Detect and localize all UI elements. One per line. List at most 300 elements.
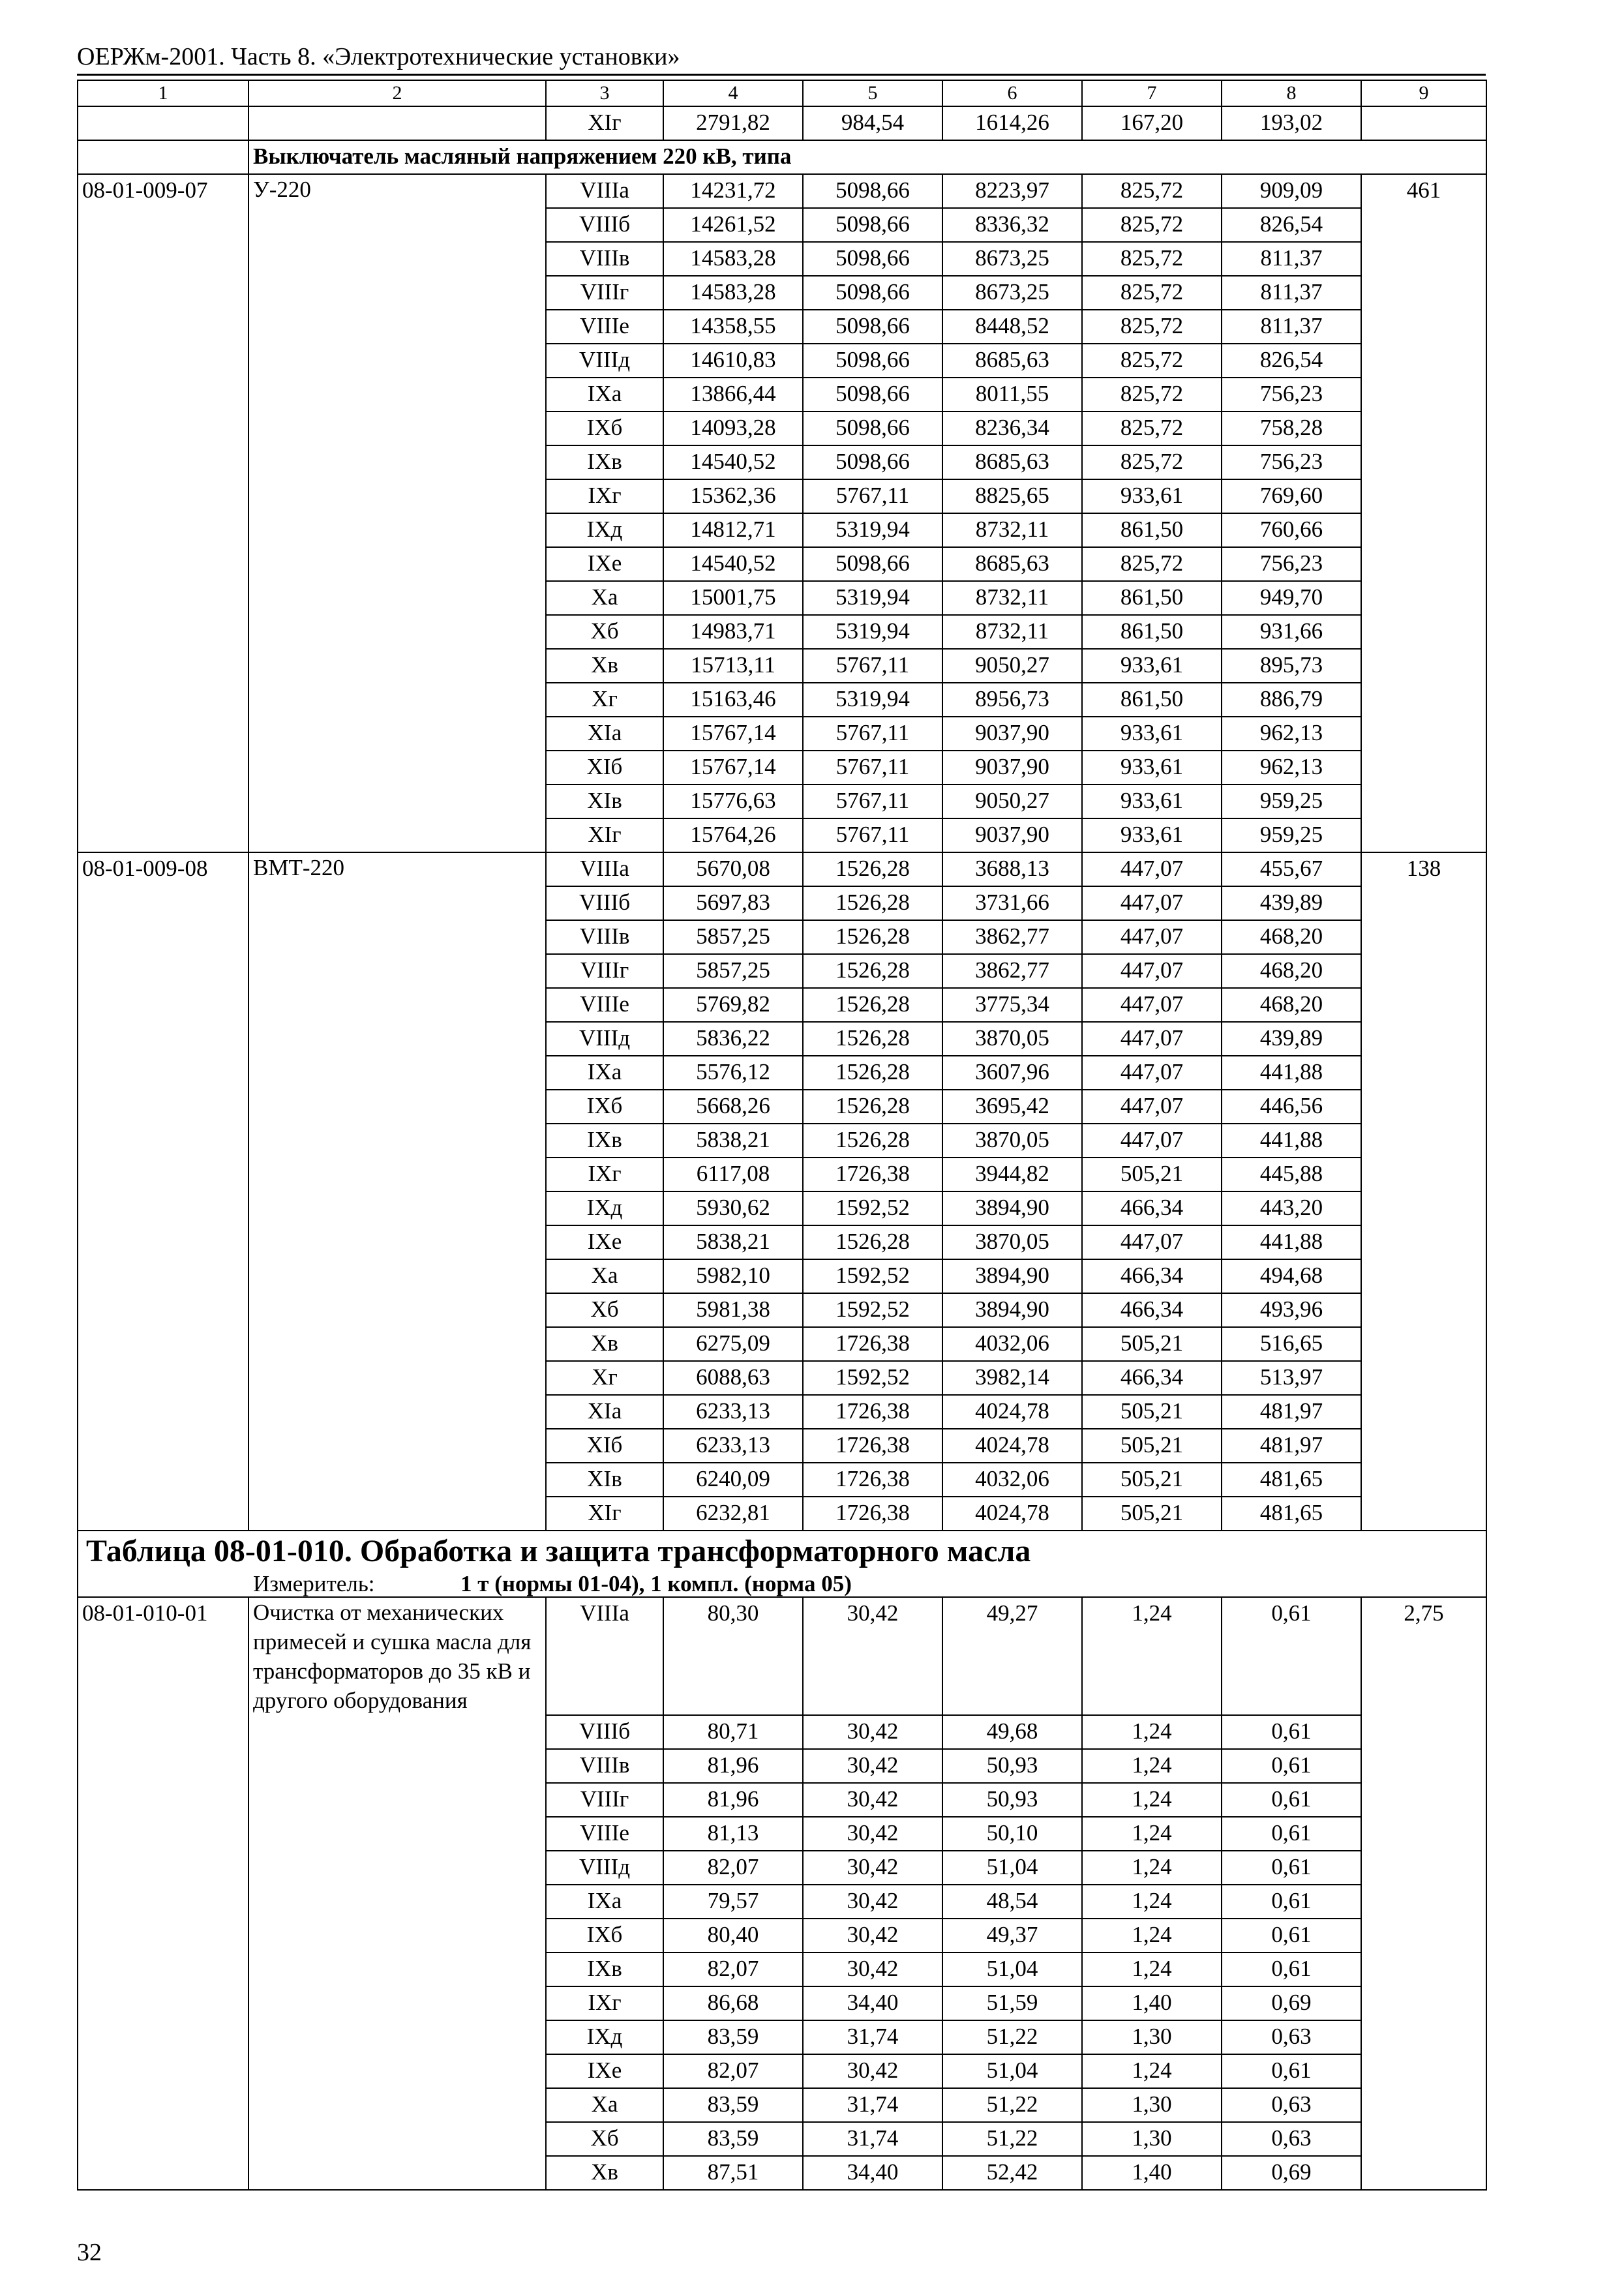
zone-cell: VIIIг — [546, 1783, 663, 1817]
value-cell: 1526,28 — [803, 988, 942, 1022]
col9-cell — [1361, 751, 1486, 785]
value-cell: 825,72 — [1082, 344, 1222, 378]
col9-cell — [1361, 242, 1486, 276]
name-cell — [248, 683, 546, 717]
table-row — [78, 242, 1486, 276]
zone-cell: XIа — [546, 717, 663, 751]
code-cell — [78, 479, 248, 513]
value-cell: 80,71 — [663, 1715, 803, 1749]
column-number: 2 — [248, 80, 546, 106]
table-row — [78, 445, 1486, 479]
name-cell — [248, 1749, 546, 1783]
code-cell — [78, 1361, 248, 1395]
value-cell: 5319,94 — [803, 683, 942, 717]
section-spacer — [78, 140, 248, 174]
value-cell: 30,42 — [803, 1783, 942, 1817]
value-cell: 50,93 — [942, 1783, 1082, 1817]
zone-cell: IXб — [546, 1919, 663, 1952]
value-cell: 34,40 — [803, 1986, 942, 2020]
name-cell — [248, 1259, 546, 1293]
value-cell: 447,07 — [1082, 1056, 1222, 1090]
value-cell: 15767,14 — [663, 751, 803, 785]
code-cell — [78, 242, 248, 276]
value-cell: 5098,66 — [803, 547, 942, 581]
table-row — [78, 1191, 1486, 1225]
zone-cell: VIIIе — [546, 310, 663, 344]
col9-cell — [1361, 1056, 1486, 1090]
value-cell: 5838,21 — [663, 1225, 803, 1259]
zone-cell: IXа — [546, 1056, 663, 1090]
zone-cell: IXе — [546, 1225, 663, 1259]
table-row — [78, 886, 1486, 920]
zone-cell: XIв — [546, 1463, 663, 1497]
value-cell: 8673,25 — [942, 276, 1082, 310]
col9-cell — [1361, 1191, 1486, 1225]
value-cell: 8011,55 — [942, 378, 1082, 411]
value-cell: 6233,13 — [663, 1395, 803, 1429]
name-cell — [248, 344, 546, 378]
value-cell: 14540,52 — [663, 445, 803, 479]
value-cell: 81,13 — [663, 1817, 803, 1851]
code-cell — [78, 683, 248, 717]
value-cell: 447,07 — [1082, 852, 1222, 886]
value-cell: 1,30 — [1082, 2122, 1222, 2156]
col9-cell — [1361, 717, 1486, 751]
value-cell: 6117,08 — [663, 1158, 803, 1191]
col9-cell — [1361, 1022, 1486, 1056]
column-number: 9 — [1361, 80, 1486, 106]
zone-cell: IXг — [546, 1158, 663, 1191]
value-cell: 505,21 — [1082, 1497, 1222, 1531]
table-row — [78, 1395, 1486, 1429]
value-cell: 8336,32 — [942, 208, 1082, 242]
value-cell: 1726,38 — [803, 1395, 942, 1429]
zone-cell: IXг — [546, 479, 663, 513]
value-cell: 1,30 — [1082, 2020, 1222, 2054]
value-cell: 826,54 — [1222, 344, 1361, 378]
value-cell: 4032,06 — [942, 1327, 1082, 1361]
header-rule — [77, 74, 1486, 76]
value-cell: 8448,52 — [942, 310, 1082, 344]
code-cell — [78, 920, 248, 954]
code-cell — [78, 615, 248, 649]
value-cell: 0,61 — [1222, 1851, 1361, 1885]
value-cell: 4024,78 — [942, 1429, 1082, 1463]
value-cell: 516,65 — [1222, 1327, 1361, 1361]
zone-cell: VIIIд — [546, 344, 663, 378]
zone-cell: IXб — [546, 1090, 663, 1124]
name-cell — [248, 1022, 546, 1056]
table-row — [78, 2020, 1486, 2054]
section-title: Выключатель масляный напряжением 220 кВ, типа — [248, 140, 1486, 174]
value-cell: 14983,71 — [663, 615, 803, 649]
code-cell — [78, 2088, 248, 2122]
code-cell — [78, 886, 248, 920]
value-cell: 79,57 — [663, 1885, 803, 1919]
col9-cell — [1361, 2156, 1486, 2190]
value-cell: 8956,73 — [942, 683, 1082, 717]
table-row — [78, 1885, 1486, 1919]
value-cell: 50,10 — [942, 1817, 1082, 1851]
value-cell: 756,23 — [1222, 445, 1361, 479]
value-cell: 0,61 — [1222, 1952, 1361, 1986]
value-cell: 81,96 — [663, 1783, 803, 1817]
name-cell — [248, 2156, 546, 2190]
col9-cell — [1361, 1885, 1486, 1919]
zone-cell: VIIIб — [546, 208, 663, 242]
name-cell — [248, 513, 546, 547]
zone-cell: IXб — [546, 411, 663, 445]
table-row — [78, 479, 1486, 513]
code-cell — [78, 1885, 248, 1919]
name-cell — [248, 886, 546, 920]
value-cell: 30,42 — [803, 1952, 942, 1986]
value-cell: 861,50 — [1082, 581, 1222, 615]
zone-cell: Xа — [546, 1259, 663, 1293]
value-cell: 959,25 — [1222, 785, 1361, 818]
zone-cell: VIIIе — [546, 1817, 663, 1851]
code-cell — [78, 1293, 248, 1327]
col9-cell — [1361, 445, 1486, 479]
value-cell: 3870,05 — [942, 1022, 1082, 1056]
name-cell — [248, 1463, 546, 1497]
value-cell: 3982,14 — [942, 1361, 1082, 1395]
col9-cell — [1361, 1952, 1486, 1986]
value-cell: 933,61 — [1082, 818, 1222, 852]
column-number: 6 — [942, 80, 1082, 106]
col9-cell — [1361, 1395, 1486, 1429]
value-cell: 468,20 — [1222, 954, 1361, 988]
value-cell: 1526,28 — [803, 1056, 942, 1090]
zone-cell: IXа — [546, 1885, 663, 1919]
value-cell: 30,42 — [803, 1597, 942, 1715]
zone-cell: Xб — [546, 1293, 663, 1327]
col9-cell — [1361, 411, 1486, 445]
value-cell: 447,07 — [1082, 1090, 1222, 1124]
name-cell — [248, 649, 546, 683]
value-cell: 1526,28 — [803, 886, 942, 920]
value-cell: 15764,26 — [663, 818, 803, 852]
name-cell — [248, 1783, 546, 1817]
table-row — [78, 378, 1486, 411]
name-cell — [248, 2122, 546, 2156]
col9-cell — [1361, 1090, 1486, 1124]
norms-table-body — [78, 80, 1486, 2190]
value-cell: 8825,65 — [942, 479, 1082, 513]
name-cell — [248, 1497, 546, 1531]
code-cell — [78, 1851, 248, 1885]
value-cell: 5769,82 — [663, 988, 803, 1022]
value-cell: 30,42 — [803, 1851, 942, 1885]
value-cell: 5319,94 — [803, 581, 942, 615]
value-cell: 1592,52 — [803, 1293, 942, 1327]
name-cell — [248, 1919, 546, 1952]
value-cell: 825,72 — [1082, 411, 1222, 445]
value-cell: 5670,08 — [663, 852, 803, 886]
table-row — [78, 852, 1486, 886]
col9-cell — [1361, 547, 1486, 581]
value-cell: 87,51 — [663, 2156, 803, 2190]
value-cell: 80,40 — [663, 1919, 803, 1952]
name-cell: Очистка от механических примесей и сушка масла для трансформаторов до 35 кВ и другого оборудования — [248, 1597, 546, 1715]
zone-cell: XIб — [546, 1429, 663, 1463]
table-row — [78, 208, 1486, 242]
code-cell — [78, 717, 248, 751]
value-cell: 441,88 — [1222, 1225, 1361, 1259]
col9-cell — [1361, 1361, 1486, 1395]
value-cell: 811,37 — [1222, 310, 1361, 344]
value-cell: 447,07 — [1082, 920, 1222, 954]
value-cell: 5857,25 — [663, 954, 803, 988]
value-cell: 5098,66 — [803, 276, 942, 310]
col9-cell: 461 — [1361, 174, 1486, 208]
code-cell — [78, 649, 248, 683]
code-cell: 08-01-009-07 — [78, 174, 248, 208]
col9-cell — [1361, 1327, 1486, 1361]
value-cell: 5098,66 — [803, 445, 942, 479]
value-cell: 15163,46 — [663, 683, 803, 717]
table-row — [78, 1090, 1486, 1124]
zone-cell: Xа — [546, 2088, 663, 2122]
zone-cell: Xг — [546, 1361, 663, 1395]
code-cell — [78, 1783, 248, 1817]
name-cell — [248, 1225, 546, 1259]
table-row — [78, 276, 1486, 310]
col9-cell — [1361, 886, 1486, 920]
value-cell: 1526,28 — [803, 954, 942, 988]
name-cell — [248, 1090, 546, 1124]
value-cell: 15776,63 — [663, 785, 803, 818]
value-cell: 933,61 — [1082, 717, 1222, 751]
value-cell: 466,34 — [1082, 1191, 1222, 1225]
value-cell: 51,22 — [942, 2020, 1082, 2054]
code-cell — [78, 106, 248, 140]
table-row — [78, 1597, 1486, 1715]
value-cell: 49,27 — [942, 1597, 1082, 1715]
code-cell — [78, 581, 248, 615]
zone-cell: IXв — [546, 445, 663, 479]
zone-cell: XIг — [546, 818, 663, 852]
value-cell: 3607,96 — [942, 1056, 1082, 1090]
value-cell: 825,72 — [1082, 445, 1222, 479]
table-row — [78, 1986, 1486, 2020]
code-cell — [78, 411, 248, 445]
value-cell: 446,56 — [1222, 1090, 1361, 1124]
code-cell — [78, 1191, 248, 1225]
value-cell: 0,61 — [1222, 1715, 1361, 1749]
zone-cell: IXе — [546, 2054, 663, 2088]
value-cell: 80,30 — [663, 1597, 803, 1715]
zone-cell: VIIIб — [546, 1715, 663, 1749]
code-cell — [78, 1817, 248, 1851]
table-row — [78, 2156, 1486, 2190]
code-cell — [78, 1124, 248, 1158]
col9-cell — [1361, 479, 1486, 513]
value-cell: 439,89 — [1222, 886, 1361, 920]
value-cell: 886,79 — [1222, 683, 1361, 717]
value-cell: 9037,90 — [942, 818, 1082, 852]
zone-cell: IXг — [546, 1986, 663, 2020]
code-cell — [78, 1056, 248, 1090]
name-cell — [248, 2088, 546, 2122]
name-cell — [248, 1817, 546, 1851]
value-cell: 1,40 — [1082, 2156, 1222, 2190]
measure-cell — [78, 1572, 1486, 1597]
col9-cell — [1361, 2122, 1486, 2156]
table-row — [78, 344, 1486, 378]
col9-cell — [1361, 1293, 1486, 1327]
value-cell: 0,61 — [1222, 2054, 1361, 2088]
code-cell — [78, 818, 248, 852]
code-cell — [78, 785, 248, 818]
value-cell: 1,24 — [1082, 1919, 1222, 1952]
value-cell: 481,97 — [1222, 1395, 1361, 1429]
value-cell: 82,07 — [663, 1851, 803, 1885]
column-number: 8 — [1222, 80, 1361, 106]
zone-cell: XIг — [546, 1497, 663, 1531]
col9-cell — [1361, 1158, 1486, 1191]
value-cell: 49,68 — [942, 1715, 1082, 1749]
value-cell: 31,74 — [803, 2122, 942, 2156]
table-row — [78, 1749, 1486, 1783]
value-cell: 8732,11 — [942, 513, 1082, 547]
code-cell — [78, 1715, 248, 1749]
zone-cell: IXа — [546, 378, 663, 411]
value-cell: 34,40 — [803, 2156, 942, 2190]
page-header-title: ОЕРЖм-2001. Часть 8. «Электротехнические установки» — [77, 43, 680, 70]
code-cell — [78, 445, 248, 479]
code-cell — [78, 2054, 248, 2088]
zone-cell: VIIIд — [546, 1851, 663, 1885]
value-cell: 933,61 — [1082, 751, 1222, 785]
value-cell: 811,37 — [1222, 242, 1361, 276]
zone-cell: VIIIв — [546, 1749, 663, 1783]
value-cell: 825,72 — [1082, 378, 1222, 411]
value-cell: 441,88 — [1222, 1056, 1361, 1090]
value-cell: 505,21 — [1082, 1429, 1222, 1463]
value-cell: 167,20 — [1082, 106, 1222, 140]
table-row — [78, 1851, 1486, 1885]
col9-cell — [1361, 513, 1486, 547]
value-cell: 8685,63 — [942, 445, 1082, 479]
value-cell: 0,69 — [1222, 1986, 1361, 2020]
value-cell: 5767,11 — [803, 785, 942, 818]
table-row — [78, 2122, 1486, 2156]
page-number: 32 — [77, 2239, 102, 2266]
value-cell: 1614,26 — [942, 106, 1082, 140]
col9-cell — [1361, 2054, 1486, 2088]
value-cell: 14812,71 — [663, 513, 803, 547]
name-cell — [248, 2054, 546, 2088]
col9-cell — [1361, 1986, 1486, 2020]
value-cell: 466,34 — [1082, 1293, 1222, 1327]
value-cell: 505,21 — [1082, 1327, 1222, 1361]
norms-table — [77, 80, 1487, 2191]
code-cell — [78, 1919, 248, 1952]
value-cell: 445,88 — [1222, 1158, 1361, 1191]
value-cell: 933,61 — [1082, 785, 1222, 818]
value-cell: 86,68 — [663, 1986, 803, 2020]
value-cell: 3894,90 — [942, 1191, 1082, 1225]
code-cell — [78, 1327, 248, 1361]
col9-cell — [1361, 581, 1486, 615]
zone-cell: IXв — [546, 1952, 663, 1986]
value-cell: 1592,52 — [803, 1361, 942, 1395]
value-cell: 5697,83 — [663, 886, 803, 920]
name-cell — [248, 1851, 546, 1885]
value-cell: 5767,11 — [803, 751, 942, 785]
value-cell: 1,24 — [1082, 1783, 1222, 1817]
value-cell: 8236,34 — [942, 411, 1082, 445]
col9-cell — [1361, 106, 1486, 140]
value-cell: 0,63 — [1222, 2122, 1361, 2156]
table-row — [78, 785, 1486, 818]
value-cell: 8732,11 — [942, 581, 1082, 615]
table-row — [78, 1124, 1486, 1158]
table-row — [78, 1158, 1486, 1191]
table-row — [78, 411, 1486, 445]
value-cell: 861,50 — [1082, 513, 1222, 547]
value-cell: 5098,66 — [803, 411, 942, 445]
name-cell — [248, 2020, 546, 2054]
value-cell: 962,13 — [1222, 751, 1361, 785]
value-cell: 3862,77 — [942, 920, 1082, 954]
table-row — [78, 547, 1486, 581]
value-cell: 51,04 — [942, 2054, 1082, 2088]
zone-cell: VIIIб — [546, 886, 663, 920]
code-cell — [78, 1158, 248, 1191]
value-cell: 949,70 — [1222, 581, 1361, 615]
table-row — [78, 2054, 1486, 2088]
value-cell: 758,28 — [1222, 411, 1361, 445]
name-cell — [248, 785, 546, 818]
name-cell — [248, 581, 546, 615]
value-cell: 441,88 — [1222, 1124, 1361, 1158]
value-cell: 1,24 — [1082, 1952, 1222, 1986]
code-cell — [78, 1952, 248, 1986]
value-cell: 9037,90 — [942, 751, 1082, 785]
value-cell: 9037,90 — [942, 717, 1082, 751]
value-cell: 15001,75 — [663, 581, 803, 615]
code-cell — [78, 378, 248, 411]
value-cell: 49,37 — [942, 1919, 1082, 1952]
measure-row — [78, 1572, 1486, 1597]
value-cell: 83,59 — [663, 2122, 803, 2156]
name-cell — [248, 1986, 546, 2020]
value-cell: 959,25 — [1222, 818, 1361, 852]
value-cell: 51,22 — [942, 2122, 1082, 2156]
value-cell: 505,21 — [1082, 1158, 1222, 1191]
value-cell: 5098,66 — [803, 208, 942, 242]
value-cell: 14583,28 — [663, 242, 803, 276]
code-cell — [78, 1463, 248, 1497]
code-cell — [78, 547, 248, 581]
table-row — [78, 954, 1486, 988]
value-cell: 8732,11 — [942, 615, 1082, 649]
value-cell: 466,34 — [1082, 1361, 1222, 1395]
table-row — [78, 1429, 1486, 1463]
value-cell: 1526,28 — [803, 920, 942, 954]
name-cell — [248, 310, 546, 344]
value-cell: 14231,72 — [663, 174, 803, 208]
value-cell: 895,73 — [1222, 649, 1361, 683]
column-number-row — [78, 80, 1486, 106]
zone-cell: IXд — [546, 2020, 663, 2054]
code-cell — [78, 1022, 248, 1056]
value-cell: 1,24 — [1082, 1885, 1222, 1919]
value-cell: 193,02 — [1222, 106, 1361, 140]
table-row — [78, 751, 1486, 785]
